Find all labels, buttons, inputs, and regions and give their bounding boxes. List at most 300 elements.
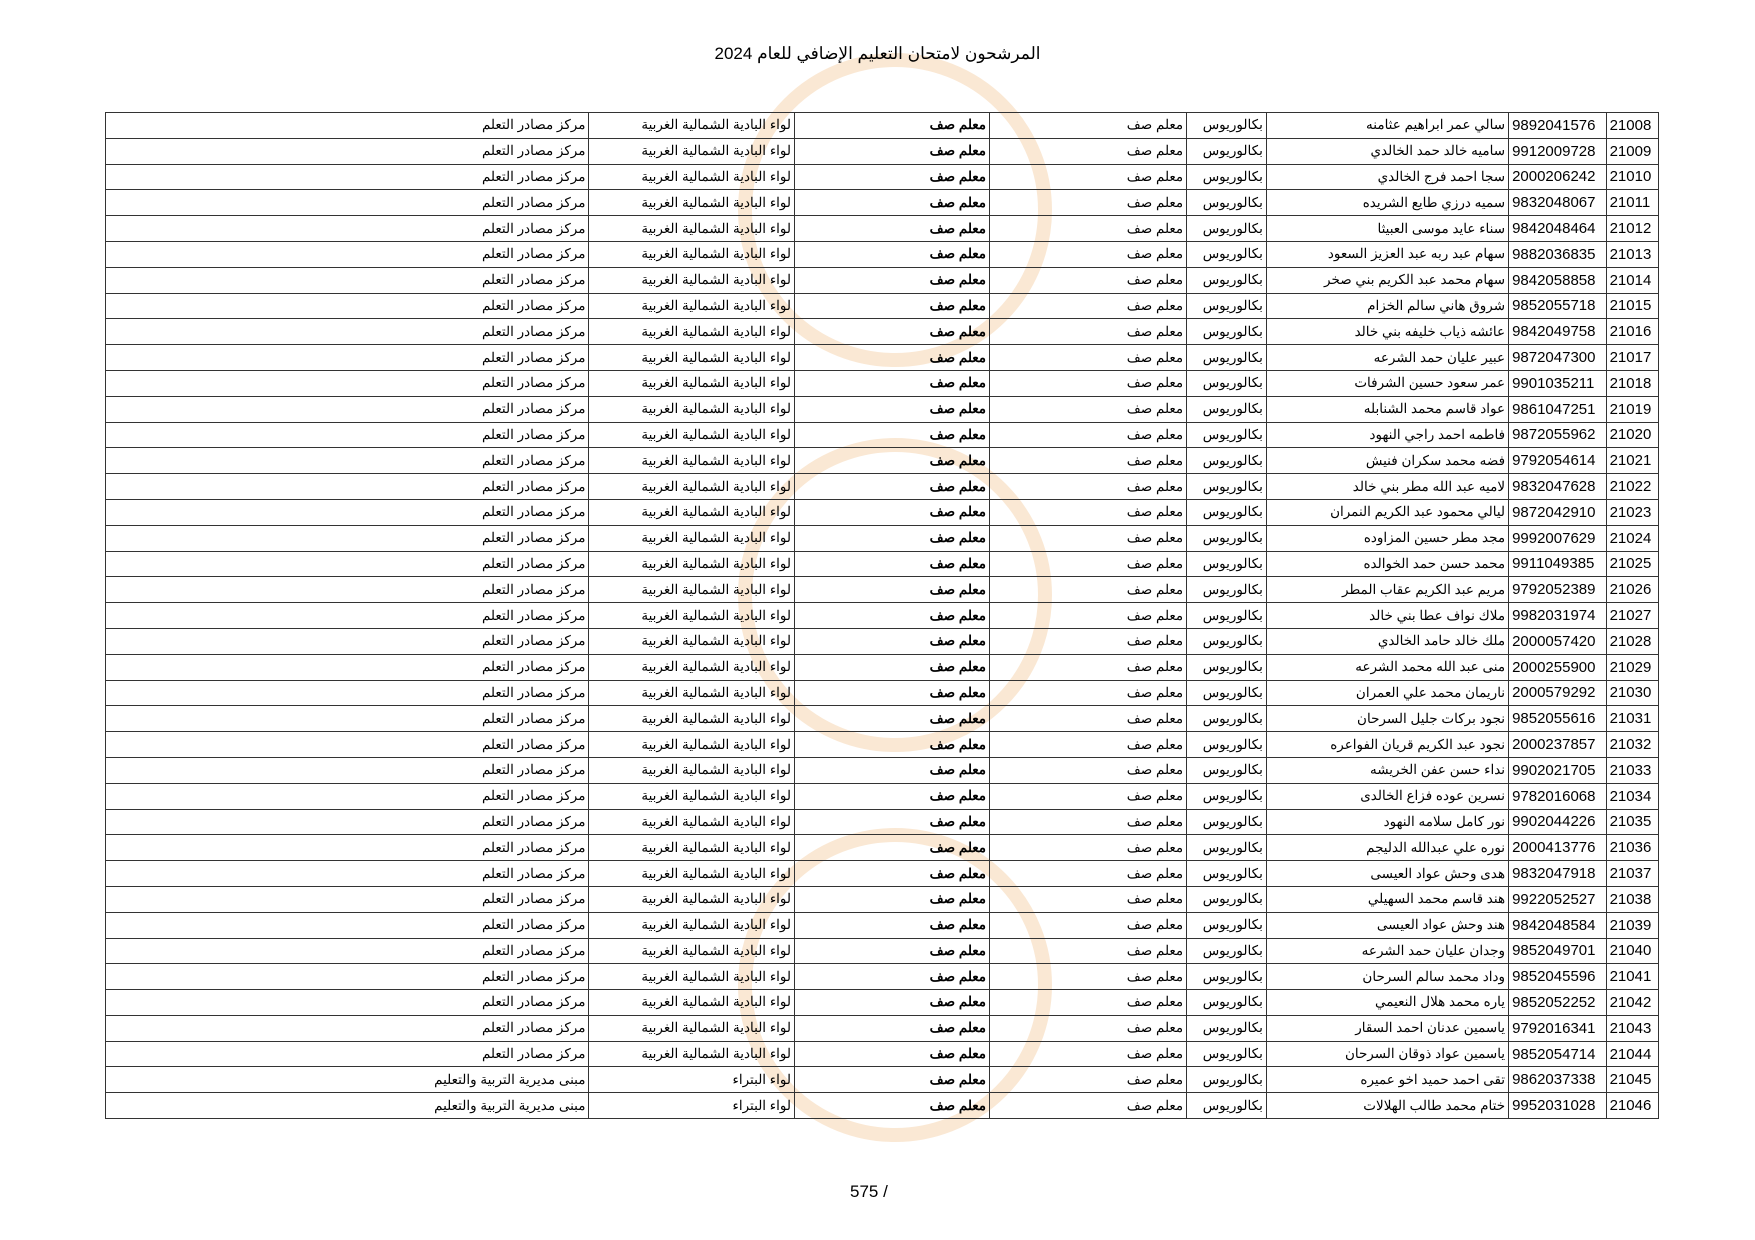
name-cell: شروق هاني سالم الخزام [1266,293,1508,319]
national-id-cell: 9852054714 [1509,1041,1607,1067]
table-row [106,422,1659,448]
table-row [106,1015,1659,1041]
exam-type-cell: معلم صف [795,964,990,990]
name-cell: سناء عايد موسى العبيثا [1266,216,1508,242]
national-id-cell: 9902021705 [1509,757,1607,783]
table-row [106,190,1659,216]
degree-cell: بكالوريوس [1187,422,1267,448]
specialization-cell: معلم صف [990,886,1187,912]
seq-cell: 21041 [1606,964,1658,990]
exam-type-cell: معلم صف [795,267,990,293]
directorate-cell: لواء البادية الشمالية الغربية [589,912,795,938]
national-id-cell: 9861047251 [1509,396,1607,422]
exam-center-cell: مركز مصادر التعلم [106,654,589,680]
exam-type-cell: معلم صف [795,525,990,551]
national-id-cell: 2000579292 [1509,680,1607,706]
name-cell: سميه درزي طايع الشريده [1266,190,1508,216]
degree-cell: بكالوريوس [1187,886,1267,912]
name-cell: سهام محمد عبد الكريم بني صخر [1266,267,1508,293]
directorate-cell: لواء البادية الشمالية الغربية [589,757,795,783]
degree-cell: بكالوريوس [1187,1015,1267,1041]
name-cell: عبير عليان حمد الشرعه [1266,345,1508,371]
exam-center-cell: مركز مصادر التعلم [106,525,589,551]
specialization-cell: معلم صف [990,474,1187,500]
degree-cell: بكالوريوس [1187,809,1267,835]
national-id-cell: 9911049385 [1509,551,1607,577]
national-id-cell: 9862037338 [1509,1067,1607,1093]
exam-type-cell: معلم صف [795,1093,990,1119]
degree-cell: بكالوريوس [1187,525,1267,551]
exam-center-cell: مركز مصادر التعلم [106,164,589,190]
table-row [106,370,1659,396]
table-row [106,293,1659,319]
directorate-cell: لواء البادية الشمالية الغربية [589,551,795,577]
seq-cell: 21046 [1606,1093,1658,1119]
exam-center-cell: مركز مصادر التعلم [106,577,589,603]
exam-type-cell: معلم صف [795,1041,990,1067]
seq-cell: 21014 [1606,267,1658,293]
national-id-cell: 9782016068 [1509,783,1607,809]
seq-cell: 21013 [1606,241,1658,267]
specialization-cell: معلم صف [990,138,1187,164]
specialization-cell: معلم صف [990,603,1187,629]
exam-center-cell: مركز مصادر التعلم [106,757,589,783]
seq-cell: 21042 [1606,990,1658,1016]
national-id-cell: 9952031028 [1509,1093,1607,1119]
exam-center-cell: مركز مصادر التعلم [106,603,589,629]
directorate-cell: لواء البتراء [589,1093,795,1119]
directorate-cell: لواء البادية الشمالية الغربية [589,1015,795,1041]
specialization-cell: معلم صف [990,164,1187,190]
directorate-cell: لواء البادية الشمالية الغربية [589,499,795,525]
exam-type-cell: معلم صف [795,628,990,654]
exam-type-cell: معلم صف [795,732,990,758]
national-id-cell: 9901035211 [1509,370,1607,396]
table-row [106,628,1659,654]
specialization-cell: معلم صف [990,293,1187,319]
table-row [106,783,1659,809]
directorate-cell: لواء البادية الشمالية الغربية [589,577,795,603]
name-cell: نجود عبد الكريم قريان الفواعره [1266,732,1508,758]
specialization-cell: معلم صف [990,757,1187,783]
exam-center-cell: مركز مصادر التعلم [106,267,589,293]
directorate-cell: لواء البادية الشمالية الغربية [589,370,795,396]
name-cell: سهام عبد ربه عبد العزيز السعود [1266,241,1508,267]
seq-cell: 21036 [1606,835,1658,861]
name-cell: مريم عبد الكريم عقاب المطر [1266,577,1508,603]
seq-cell: 21044 [1606,1041,1658,1067]
seq-cell: 21023 [1606,499,1658,525]
exam-type-cell: معلم صف [795,835,990,861]
exam-type-cell: معلم صف [795,912,990,938]
name-cell: ناريمان محمد علي العمران [1266,680,1508,706]
directorate-cell: لواء البادية الشمالية الغربية [589,474,795,500]
exam-type-cell: معلم صف [795,551,990,577]
exam-center-cell: مركز مصادر التعلم [106,241,589,267]
specialization-cell: معلم صف [990,732,1187,758]
exam-type-cell: معلم صف [795,654,990,680]
national-id-cell: 9832047918 [1509,861,1607,887]
directorate-cell: لواء البادية الشمالية الغربية [589,938,795,964]
national-id-cell: 2000057420 [1509,628,1607,654]
specialization-cell: معلم صف [990,190,1187,216]
specialization-cell: معلم صف [990,990,1187,1016]
degree-cell: بكالوريوس [1187,654,1267,680]
degree-cell: بكالوريوس [1187,577,1267,603]
exam-type-cell: معلم صف [795,680,990,706]
name-cell: نجود بركات جليل السرحان [1266,706,1508,732]
specialization-cell: معلم صف [990,783,1187,809]
degree-cell: بكالوريوس [1187,551,1267,577]
table-row [106,113,1659,139]
specialization-cell: معلم صف [990,1093,1187,1119]
degree-cell: بكالوريوس [1187,732,1267,758]
specialization-cell: معلم صف [990,1041,1187,1067]
name-cell: نسرين عوده فزاع الخالدى [1266,783,1508,809]
exam-center-cell: مبنى مديرية التربية والتعليم [106,1093,589,1119]
degree-cell: بكالوريوس [1187,603,1267,629]
degree-cell: بكالوريوس [1187,293,1267,319]
directorate-cell: لواء البادية الشمالية الغربية [589,422,795,448]
table-row [106,732,1659,758]
name-cell: ملك خالد حامد الخالدي [1266,628,1508,654]
degree-cell: بكالوريوس [1187,164,1267,190]
exam-type-cell: معلم صف [795,216,990,242]
table-row [106,138,1659,164]
directorate-cell: لواء البادية الشمالية الغربية [589,293,795,319]
name-cell: نداء حسن عفن الخريشه [1266,757,1508,783]
name-cell: هند قاسم محمد السهيلي [1266,886,1508,912]
table-row [106,603,1659,629]
seq-cell: 21031 [1606,706,1658,732]
specialization-cell: معلم صف [990,551,1187,577]
table-row [106,912,1659,938]
exam-type-cell: معلم صف [795,474,990,500]
seq-cell: 21016 [1606,319,1658,345]
directorate-cell: لواء البتراء [589,1067,795,1093]
seq-cell: 21035 [1606,809,1658,835]
exam-center-cell: مركز مصادر التعلم [106,809,589,835]
table-row [106,1041,1659,1067]
name-cell: نور كامل سلامه النهود [1266,809,1508,835]
degree-cell: بكالوريوس [1187,757,1267,783]
exam-type-cell: معلم صف [795,293,990,319]
exam-center-cell: مركز مصادر التعلم [106,886,589,912]
specialization-cell: معلم صف [990,396,1187,422]
directorate-cell: لواء البادية الشمالية الغربية [589,964,795,990]
directorate-cell: لواء البادية الشمالية الغربية [589,886,795,912]
exam-center-cell: مركز مصادر التعلم [106,319,589,345]
degree-cell: بكالوريوس [1187,370,1267,396]
specialization-cell: معلم صف [990,1015,1187,1041]
seq-cell: 21028 [1606,628,1658,654]
specialization-cell: معلم صف [990,319,1187,345]
degree-cell: بكالوريوس [1187,241,1267,267]
national-id-cell: 2000413776 [1509,835,1607,861]
directorate-cell: لواء البادية الشمالية الغربية [589,861,795,887]
degree-cell: بكالوريوس [1187,190,1267,216]
specialization-cell: معلم صف [990,113,1187,139]
exam-type-cell: معلم صف [795,164,990,190]
exam-type-cell: معلم صف [795,370,990,396]
degree-cell: بكالوريوس [1187,861,1267,887]
degree-cell: بكالوريوس [1187,1041,1267,1067]
name-cell: ياسمين عواد ذوقان السرحان [1266,1041,1508,1067]
directorate-cell: لواء البادية الشمالية الغربية [589,1041,795,1067]
seq-cell: 21045 [1606,1067,1658,1093]
seq-cell: 21010 [1606,164,1658,190]
seq-cell: 21026 [1606,577,1658,603]
degree-cell: بكالوريوس [1187,138,1267,164]
national-id-cell: 9912009728 [1509,138,1607,164]
exam-center-cell: مركز مصادر التعلم [106,861,589,887]
directorate-cell: لواء البادية الشمالية الغربية [589,732,795,758]
directorate-cell: لواء البادية الشمالية الغربية [589,448,795,474]
directorate-cell: لواء البادية الشمالية الغربية [589,680,795,706]
table-row [106,861,1659,887]
specialization-cell: معلم صف [990,448,1187,474]
exam-type-cell: معلم صف [795,396,990,422]
national-id-cell: 2000255900 [1509,654,1607,680]
exam-type-cell: معلم صف [795,241,990,267]
national-id-cell: 9832047628 [1509,474,1607,500]
table-row [106,241,1659,267]
exam-center-cell: مركز مصادر التعلم [106,732,589,758]
national-id-cell: 9982031974 [1509,603,1607,629]
national-id-cell: 2000206242 [1509,164,1607,190]
specialization-cell: معلم صف [990,1067,1187,1093]
national-id-cell: 9842058858 [1509,267,1607,293]
exam-center-cell: مركز مصادر التعلم [106,912,589,938]
seq-cell: 21009 [1606,138,1658,164]
name-cell: تقى احمد حميد اخو عميره [1266,1067,1508,1093]
national-id-cell: 9922052527 [1509,886,1607,912]
name-cell: لاميه عبد الله مطر بني خالد [1266,474,1508,500]
degree-cell: بكالوريوس [1187,113,1267,139]
exam-center-cell: مركز مصادر التعلم [106,345,589,371]
name-cell: ساميه خالد حمد الخالدي [1266,138,1508,164]
national-id-cell: 9902044226 [1509,809,1607,835]
seq-cell: 21043 [1606,1015,1658,1041]
exam-center-cell: مركز مصادر التعلم [106,680,589,706]
exam-center-cell: مركز مصادر التعلم [106,138,589,164]
national-id-cell: 9852049701 [1509,938,1607,964]
exam-type-cell: معلم صف [795,757,990,783]
exam-center-cell: مركز مصادر التعلم [106,190,589,216]
name-cell: وجدان عليان حمد الشرعه [1266,938,1508,964]
national-id-cell: 9842049758 [1509,319,1607,345]
table-row [106,1093,1659,1119]
national-id-cell: 9852055718 [1509,293,1607,319]
seq-cell: 21033 [1606,757,1658,783]
exam-type-cell: معلم صف [795,319,990,345]
table-row [106,267,1659,293]
seq-cell: 21038 [1606,886,1658,912]
exam-type-cell: معلم صف [795,861,990,887]
exam-center-cell: مركز مصادر التعلم [106,370,589,396]
directorate-cell: لواء البادية الشمالية الغربية [589,628,795,654]
seq-cell: 21008 [1606,113,1658,139]
directorate-cell: لواء البادية الشمالية الغربية [589,809,795,835]
directorate-cell: لواء البادية الشمالية الغربية [589,835,795,861]
directorate-cell: لواء البادية الشمالية الغربية [589,345,795,371]
exam-type-cell: معلم صف [795,422,990,448]
exam-center-cell: مركز مصادر التعلم [106,396,589,422]
directorate-cell: لواء البادية الشمالية الغربية [589,190,795,216]
table-row [106,964,1659,990]
specialization-cell: معلم صف [990,422,1187,448]
exam-center-cell: مركز مصادر التعلم [106,216,589,242]
directorate-cell: لواء البادية الشمالية الغربية [589,654,795,680]
name-cell: وداد محمد سالم السرحان [1266,964,1508,990]
exam-type-cell: معلم صف [795,499,990,525]
seq-cell: 21040 [1606,938,1658,964]
seq-cell: 21025 [1606,551,1658,577]
seq-cell: 21037 [1606,861,1658,887]
page-title: المرشحون لامتحان التعليم الإضافي للعام 2024 [714,44,1041,63]
name-cell: نوره علي عبدالله الدليجم [1266,835,1508,861]
candidates-table [105,112,1659,1119]
seq-cell: 21039 [1606,912,1658,938]
degree-cell: بكالوريوس [1187,396,1267,422]
exam-type-cell: معلم صف [795,809,990,835]
seq-cell: 21020 [1606,422,1658,448]
exam-type-cell: معلم صف [795,345,990,371]
directorate-cell: لواء البادية الشمالية الغربية [589,216,795,242]
degree-cell: بكالوريوس [1187,345,1267,371]
degree-cell: بكالوريوس [1187,706,1267,732]
exam-center-cell: مركز مصادر التعلم [106,964,589,990]
name-cell: سالي عمر ابراهيم عثامنه [1266,113,1508,139]
name-cell: عمر سعود حسين الشرفات [1266,370,1508,396]
name-cell: ملاك نواف عطا بني خالد [1266,603,1508,629]
name-cell: ياسمين عدنان احمد السقار [1266,1015,1508,1041]
national-id-cell: 9852052252 [1509,990,1607,1016]
specialization-cell: معلم صف [990,628,1187,654]
seq-cell: 21019 [1606,396,1658,422]
name-cell: هدى وحش عواد العيسى [1266,861,1508,887]
national-id-cell: 9872055962 [1509,422,1607,448]
table-row [106,654,1659,680]
exam-type-cell: معلم صف [795,990,990,1016]
directorate-cell: لواء البادية الشمالية الغربية [589,138,795,164]
national-id-cell: 9792052389 [1509,577,1607,603]
exam-center-cell: مركز مصادر التعلم [106,293,589,319]
exam-center-cell: مركز مصادر التعلم [106,628,589,654]
degree-cell: بكالوريوس [1187,319,1267,345]
name-cell: ليالي محمود عبد الكريم النمران [1266,499,1508,525]
directorate-cell: لواء البادية الشمالية الغربية [589,706,795,732]
degree-cell: بكالوريوس [1187,474,1267,500]
national-id-cell: 9832048067 [1509,190,1607,216]
seq-cell: 21017 [1606,345,1658,371]
exam-center-cell: مركز مصادر التعلم [106,448,589,474]
exam-type-cell: معلم صف [795,577,990,603]
national-id-cell: 9852045596 [1509,964,1607,990]
exam-center-cell: مركز مصادر التعلم [106,706,589,732]
degree-cell: بكالوريوس [1187,783,1267,809]
national-id-cell: 9842048464 [1509,216,1607,242]
exam-center-cell: مركز مصادر التعلم [106,938,589,964]
specialization-cell: معلم صف [990,525,1187,551]
name-cell: محمد حسن حمد الخوالده [1266,551,1508,577]
specialization-cell: معلم صف [990,216,1187,242]
exam-center-cell: مركز مصادر التعلم [106,1041,589,1067]
exam-center-cell: مركز مصادر التعلم [106,474,589,500]
name-cell: سجا احمد فرج الخالدي [1266,164,1508,190]
name-cell: منى عبد الله محمد الشرعه [1266,654,1508,680]
specialization-cell: معلم صف [990,706,1187,732]
national-id-cell: 9882036835 [1509,241,1607,267]
exam-type-cell: معلم صف [795,938,990,964]
name-cell: فضه محمد سكران فنيش [1266,448,1508,474]
directorate-cell: لواء البادية الشمالية الغربية [589,396,795,422]
table-row [106,499,1659,525]
table-row [106,990,1659,1016]
table-row [106,1067,1659,1093]
name-cell: ياره محمد هلال النعيمي [1266,990,1508,1016]
specialization-cell: معلم صف [990,654,1187,680]
directorate-cell: لواء البادية الشمالية الغربية [589,783,795,809]
specialization-cell: معلم صف [990,345,1187,371]
exam-center-cell: مركز مصادر التعلم [106,1015,589,1041]
directorate-cell: لواء البادية الشمالية الغربية [589,241,795,267]
exam-type-cell: معلم صف [795,603,990,629]
exam-type-cell: معلم صف [795,706,990,732]
table-row [106,680,1659,706]
specialization-cell: معلم صف [990,912,1187,938]
seq-cell: 21018 [1606,370,1658,396]
name-cell: عواد قاسم محمد الشنابله [1266,396,1508,422]
seq-cell: 21022 [1606,474,1658,500]
directorate-cell: لواء البادية الشمالية الغربية [589,164,795,190]
table-row [106,319,1659,345]
national-id-cell: 9892041576 [1509,113,1607,139]
directorate-cell: لواء البادية الشمالية الغربية [589,113,795,139]
table-row [106,886,1659,912]
table-row [106,835,1659,861]
exam-type-cell: معلم صف [795,190,990,216]
name-cell: فاطمه احمد راجي النهود [1266,422,1508,448]
name-cell: ختام محمد طالب الهلالات [1266,1093,1508,1119]
seq-cell: 21030 [1606,680,1658,706]
exam-center-cell: مركز مصادر التعلم [106,835,589,861]
degree-cell: بكالوريوس [1187,1093,1267,1119]
national-id-cell: 9842048584 [1509,912,1607,938]
exam-center-cell: مركز مصادر التعلم [106,113,589,139]
degree-cell: بكالوريوس [1187,835,1267,861]
degree-cell: بكالوريوس [1187,912,1267,938]
table-row [106,396,1659,422]
specialization-cell: معلم صف [990,964,1187,990]
seq-cell: 21034 [1606,783,1658,809]
exam-type-cell: معلم صف [795,886,990,912]
degree-cell: بكالوريوس [1187,1067,1267,1093]
national-id-cell: 9992007629 [1509,525,1607,551]
exam-center-cell: مركز مصادر التعلم [106,990,589,1016]
table-row [106,448,1659,474]
seq-cell: 21012 [1606,216,1658,242]
specialization-cell: معلم صف [990,680,1187,706]
specialization-cell: معلم صف [990,938,1187,964]
national-id-cell: 9792016341 [1509,1015,1607,1041]
table-row [106,525,1659,551]
exam-center-cell: مبنى مديرية التربية والتعليم [106,1067,589,1093]
name-cell: هند وحش عواد العيسى [1266,912,1508,938]
table-row [106,164,1659,190]
table-row [106,706,1659,732]
degree-cell: بكالوريوس [1187,628,1267,654]
